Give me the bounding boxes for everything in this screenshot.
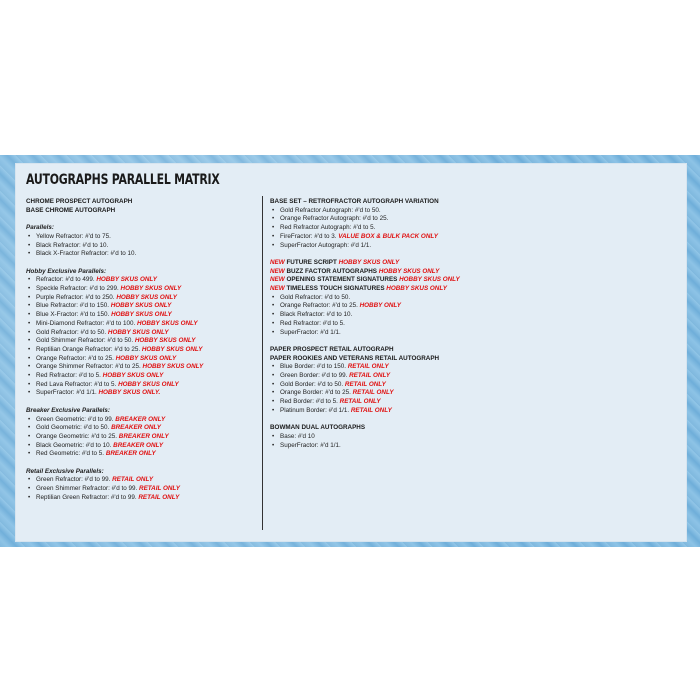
item-text: Gold Refractor: #'d to 50. — [280, 293, 351, 301]
item-text: Gold Refractor Autograph: #'d to 50. — [280, 206, 381, 214]
parallels-list — [26, 233, 203, 259]
exclusivity-tag: HOBBY SKUS ONLY — [118, 380, 179, 388]
exclusivity-tag: RETAIL ONLY — [112, 476, 154, 484]
page-title: AUTOGRAPHS PARALLEL MATRIX — [26, 172, 220, 188]
list-item — [26, 442, 203, 451]
exclusivity-tag: HOBBY ONLY — [359, 302, 402, 310]
exclusivity-tag: BREAKER ONLY — [105, 450, 156, 458]
item-text: SuperFractor: #'d 1/1. — [280, 328, 341, 336]
exclusivity-tag: HOBBY SKUS ONLY. — [98, 389, 161, 397]
exclusivity-tag: HOBBY SKUS ONLY — [386, 285, 447, 293]
subsection-label: Breaker Exclusive Parallels: — [26, 406, 111, 414]
new-sets-list — [270, 294, 460, 338]
item-text: Blue Refractor: #'d to 150. — [36, 302, 109, 310]
subsection-label: Hobby Exclusive Parallels: — [26, 267, 107, 275]
list-item — [26, 389, 203, 398]
exclusivity-tag: HOBBY SKUS ONLY — [134, 337, 196, 345]
list-item — [26, 285, 203, 294]
exclusivity-tag: BREAKER ONLY — [118, 432, 169, 440]
set-name: FUTURE SCRIPT — [286, 258, 337, 266]
exclusivity-tag: BREAKER ONLY — [113, 441, 164, 449]
exclusivity-tag: HOBBY SKUS ONLY — [107, 328, 169, 336]
exclusivity-tag: RETAIL ONLY — [339, 398, 381, 406]
list-item — [270, 302, 460, 311]
exclusivity-tag: RETAIL ONLY — [139, 485, 180, 493]
exclusivity-tag: RETAIL ONLY — [138, 493, 180, 501]
list-item — [26, 337, 203, 346]
item-text: Base: #'d 10 — [280, 432, 315, 440]
list-item — [26, 276, 203, 285]
list-item — [26, 381, 203, 390]
list-item — [26, 294, 203, 303]
item-text: SuperFractor Autograph: #'d 1/1. — [280, 241, 372, 249]
item-text: Red Geometric: #'d to 5. — [36, 450, 105, 458]
item-text: Black Geometric: #'d to 10. — [36, 441, 112, 449]
set-name: TIMELESS TOUCH SIGNATURES — [286, 285, 385, 293]
list-item — [270, 381, 460, 390]
list-item — [26, 320, 203, 329]
item-text: Blue Border: #'d to 150. — [280, 363, 346, 371]
new-set-header — [270, 276, 460, 285]
new-badge: NEW — [270, 285, 285, 293]
section-header: BASE CHROME AUTOGRAPH — [26, 206, 116, 214]
list-item — [270, 311, 460, 320]
list-item — [26, 485, 203, 494]
list-item — [270, 242, 460, 251]
exclusivity-tag: HOBBY SKUS ONLY — [110, 302, 172, 310]
list-item — [26, 355, 203, 364]
subsection-label: Parallels: — [26, 224, 55, 232]
new-set-header — [270, 268, 460, 277]
item-text: Red Refractor Autograph: #'d to 5. — [280, 224, 376, 232]
exclusivity-tag: HOBBY SKUS ONLY — [102, 372, 164, 380]
item-text: Green Geometric: #'d to 99. — [36, 415, 114, 423]
list-item — [26, 329, 203, 338]
item-text: Orange Refractor: #'d to 25. — [280, 302, 358, 310]
retro-list — [270, 207, 460, 251]
list-item — [270, 407, 460, 416]
list-item — [26, 311, 203, 320]
list-item: • Black Refractor: #'d to 10. — [26, 242, 203, 251]
paper-list — [270, 363, 460, 415]
exclusivity-tag: RETAIL ONLY — [344, 380, 386, 388]
set-name: OPENING STATEMENT SIGNATURES — [286, 276, 398, 284]
set-name: BUZZ FACTOR AUTOGRAPHS — [286, 267, 377, 275]
new-badge: NEW — [270, 258, 285, 266]
list-item — [26, 450, 203, 459]
exclusivity-tag: HOBBY SKUS ONLY — [141, 345, 203, 353]
list-item — [26, 476, 203, 485]
item-text: Reptilian Green Refractor: #'d to 99. — [36, 493, 137, 501]
item-text: Orange Geometric: #'d to 25. — [36, 432, 118, 440]
item-text: Red Border: #'d to 5. — [280, 398, 338, 406]
exclusivity-tag: RETAIL ONLY — [352, 389, 394, 397]
exclusivity-tag: HOBBY SKUS ONLY — [136, 319, 198, 327]
list-item — [26, 416, 203, 425]
section-header: CHROME PROSPECT AUTOGRAPH — [26, 198, 133, 205]
list-item — [270, 294, 460, 303]
list-item — [270, 389, 460, 398]
section-header: PAPER PROSPECT RETAIL AUTOGRAPH — [270, 345, 394, 353]
exclusivity-tag: HOBBY SKUS ONLY — [142, 363, 204, 371]
item-text: Orange Shimmer Refractor: #'d to 25. — [36, 363, 141, 371]
list-item — [26, 433, 203, 442]
item-text: Red Refractor: #'d to 5. — [280, 319, 345, 327]
exclusivity-tag: HOBBY SKUS ONLY — [115, 354, 177, 362]
list-item — [270, 233, 460, 242]
item-text: Green Refractor: #'d to 99. — [36, 476, 111, 484]
new-set-header — [270, 285, 460, 294]
exclusivity-tag: VALUE BOX & BULK PACK ONLY — [338, 232, 438, 240]
item-text: Gold Refractor: #'d to 50. — [36, 328, 107, 336]
exclusivity-tag: RETAIL ONLY — [347, 363, 389, 371]
exclusivity-tag: HOBBY SKUS ONLY — [338, 258, 400, 266]
list-item: • Yellow Refractor: #'d to 75. — [26, 233, 203, 242]
left-column — [26, 198, 203, 503]
list-item — [270, 372, 460, 381]
hobby-list — [26, 276, 203, 398]
item-text: Orange Refractor: #'d to 25. — [36, 354, 114, 362]
item-text: Orange Refractor Autograph: #'d to 25. — [280, 215, 389, 223]
exclusivity-tag: HOBBY SKUS ONLY — [399, 276, 460, 284]
list-item — [270, 207, 460, 216]
item-text: Gold Geometric: #'d to 50. — [36, 424, 110, 432]
item-text: Mini-Diamond Refractor: #'d to 100. — [36, 319, 136, 327]
list-item — [26, 424, 203, 433]
list-item: • Black X-Fractor Refractor: #'d to 10. — [26, 250, 203, 259]
exclusivity-tag: BREAKER ONLY — [111, 424, 161, 432]
column-divider — [262, 196, 263, 530]
dual-list — [270, 433, 460, 450]
list-item — [26, 346, 203, 355]
list-item — [270, 398, 460, 407]
new-badge: NEW — [270, 276, 285, 284]
item-text: Green Border: #'d to 99. — [280, 372, 348, 380]
list-item — [270, 329, 460, 338]
item-text: Speckle Refractor: #'d to 299. — [36, 285, 119, 292]
new-badge: NEW — [270, 267, 285, 275]
section-header: BASE SET – RETROFRACTOR AUTOGRAPH VARIATION — [270, 198, 439, 205]
item-text: Gold Border: #'d to 50. — [280, 380, 344, 388]
item-text: SuperFractor: #'d 1/1. — [280, 441, 341, 449]
item-text: Platinum Border: #'d 1/1. — [280, 406, 350, 414]
list-item — [26, 363, 203, 372]
item-text: Black Refractor: #'d to 10. — [280, 311, 353, 319]
list-item — [26, 494, 203, 503]
list-item — [270, 363, 460, 372]
item-text: Orange Border: #'d to 25. — [280, 389, 351, 397]
exclusivity-tag: HOBBY SKUS ONLY — [120, 285, 182, 292]
exclusivity-tag: HOBBY SKUS ONLY — [111, 311, 172, 319]
section-header: PAPER ROOKIES AND VETERANS RETAIL AUTOGRAPH — [270, 354, 440, 362]
item-text: FireFractor: #'d to 3. — [280, 232, 337, 240]
exclusivity-tag: BREAKER ONLY — [115, 415, 166, 423]
item-text: Blue X-Fractor: #'d to 150. — [36, 311, 110, 319]
item-text: Red Lava Refractor: #'d to 5. — [36, 380, 117, 388]
item-text: Refractor: #'d to 499. — [36, 276, 95, 284]
subsection-label: Retail Exclusive Parallels: — [26, 467, 104, 475]
retail-list — [26, 476, 203, 502]
item-text: Red Refractor: #'d to 5. — [36, 372, 101, 380]
item-text: Gold Shimmer Refractor: #'d to 50. — [36, 337, 134, 345]
item-text: Purple Refractor: #'d to 250. — [36, 293, 115, 301]
right-column — [270, 198, 460, 450]
item-text: SuperFractor: #'d 1/1. — [36, 389, 97, 397]
exclusivity-tag: HOBBY SKUS ONLY — [96, 276, 158, 284]
new-sets-headers — [270, 259, 460, 294]
list-item — [270, 442, 460, 451]
list-item — [26, 372, 203, 381]
item-text: Reptilian Orange Refractor: #'d to 25. — [36, 345, 141, 353]
breaker-list — [26, 416, 203, 460]
section-header: BOWMAN DUAL AUTOGRAPHS — [270, 424, 366, 432]
list-item — [270, 433, 460, 442]
item-text: Green Shimmer Refractor: #'d to 99. — [36, 485, 138, 493]
list-item — [270, 215, 460, 224]
exclusivity-tag: HOBBY SKUS ONLY — [116, 293, 177, 301]
exclusivity-tag: RETAIL ONLY — [349, 372, 391, 380]
list-item — [26, 302, 203, 311]
new-set-header — [270, 259, 460, 268]
list-item — [270, 320, 460, 329]
exclusivity-tag: HOBBY SKUS ONLY — [378, 267, 440, 275]
list-item — [270, 224, 460, 233]
exclusivity-tag: RETAIL ONLY — [350, 406, 392, 414]
